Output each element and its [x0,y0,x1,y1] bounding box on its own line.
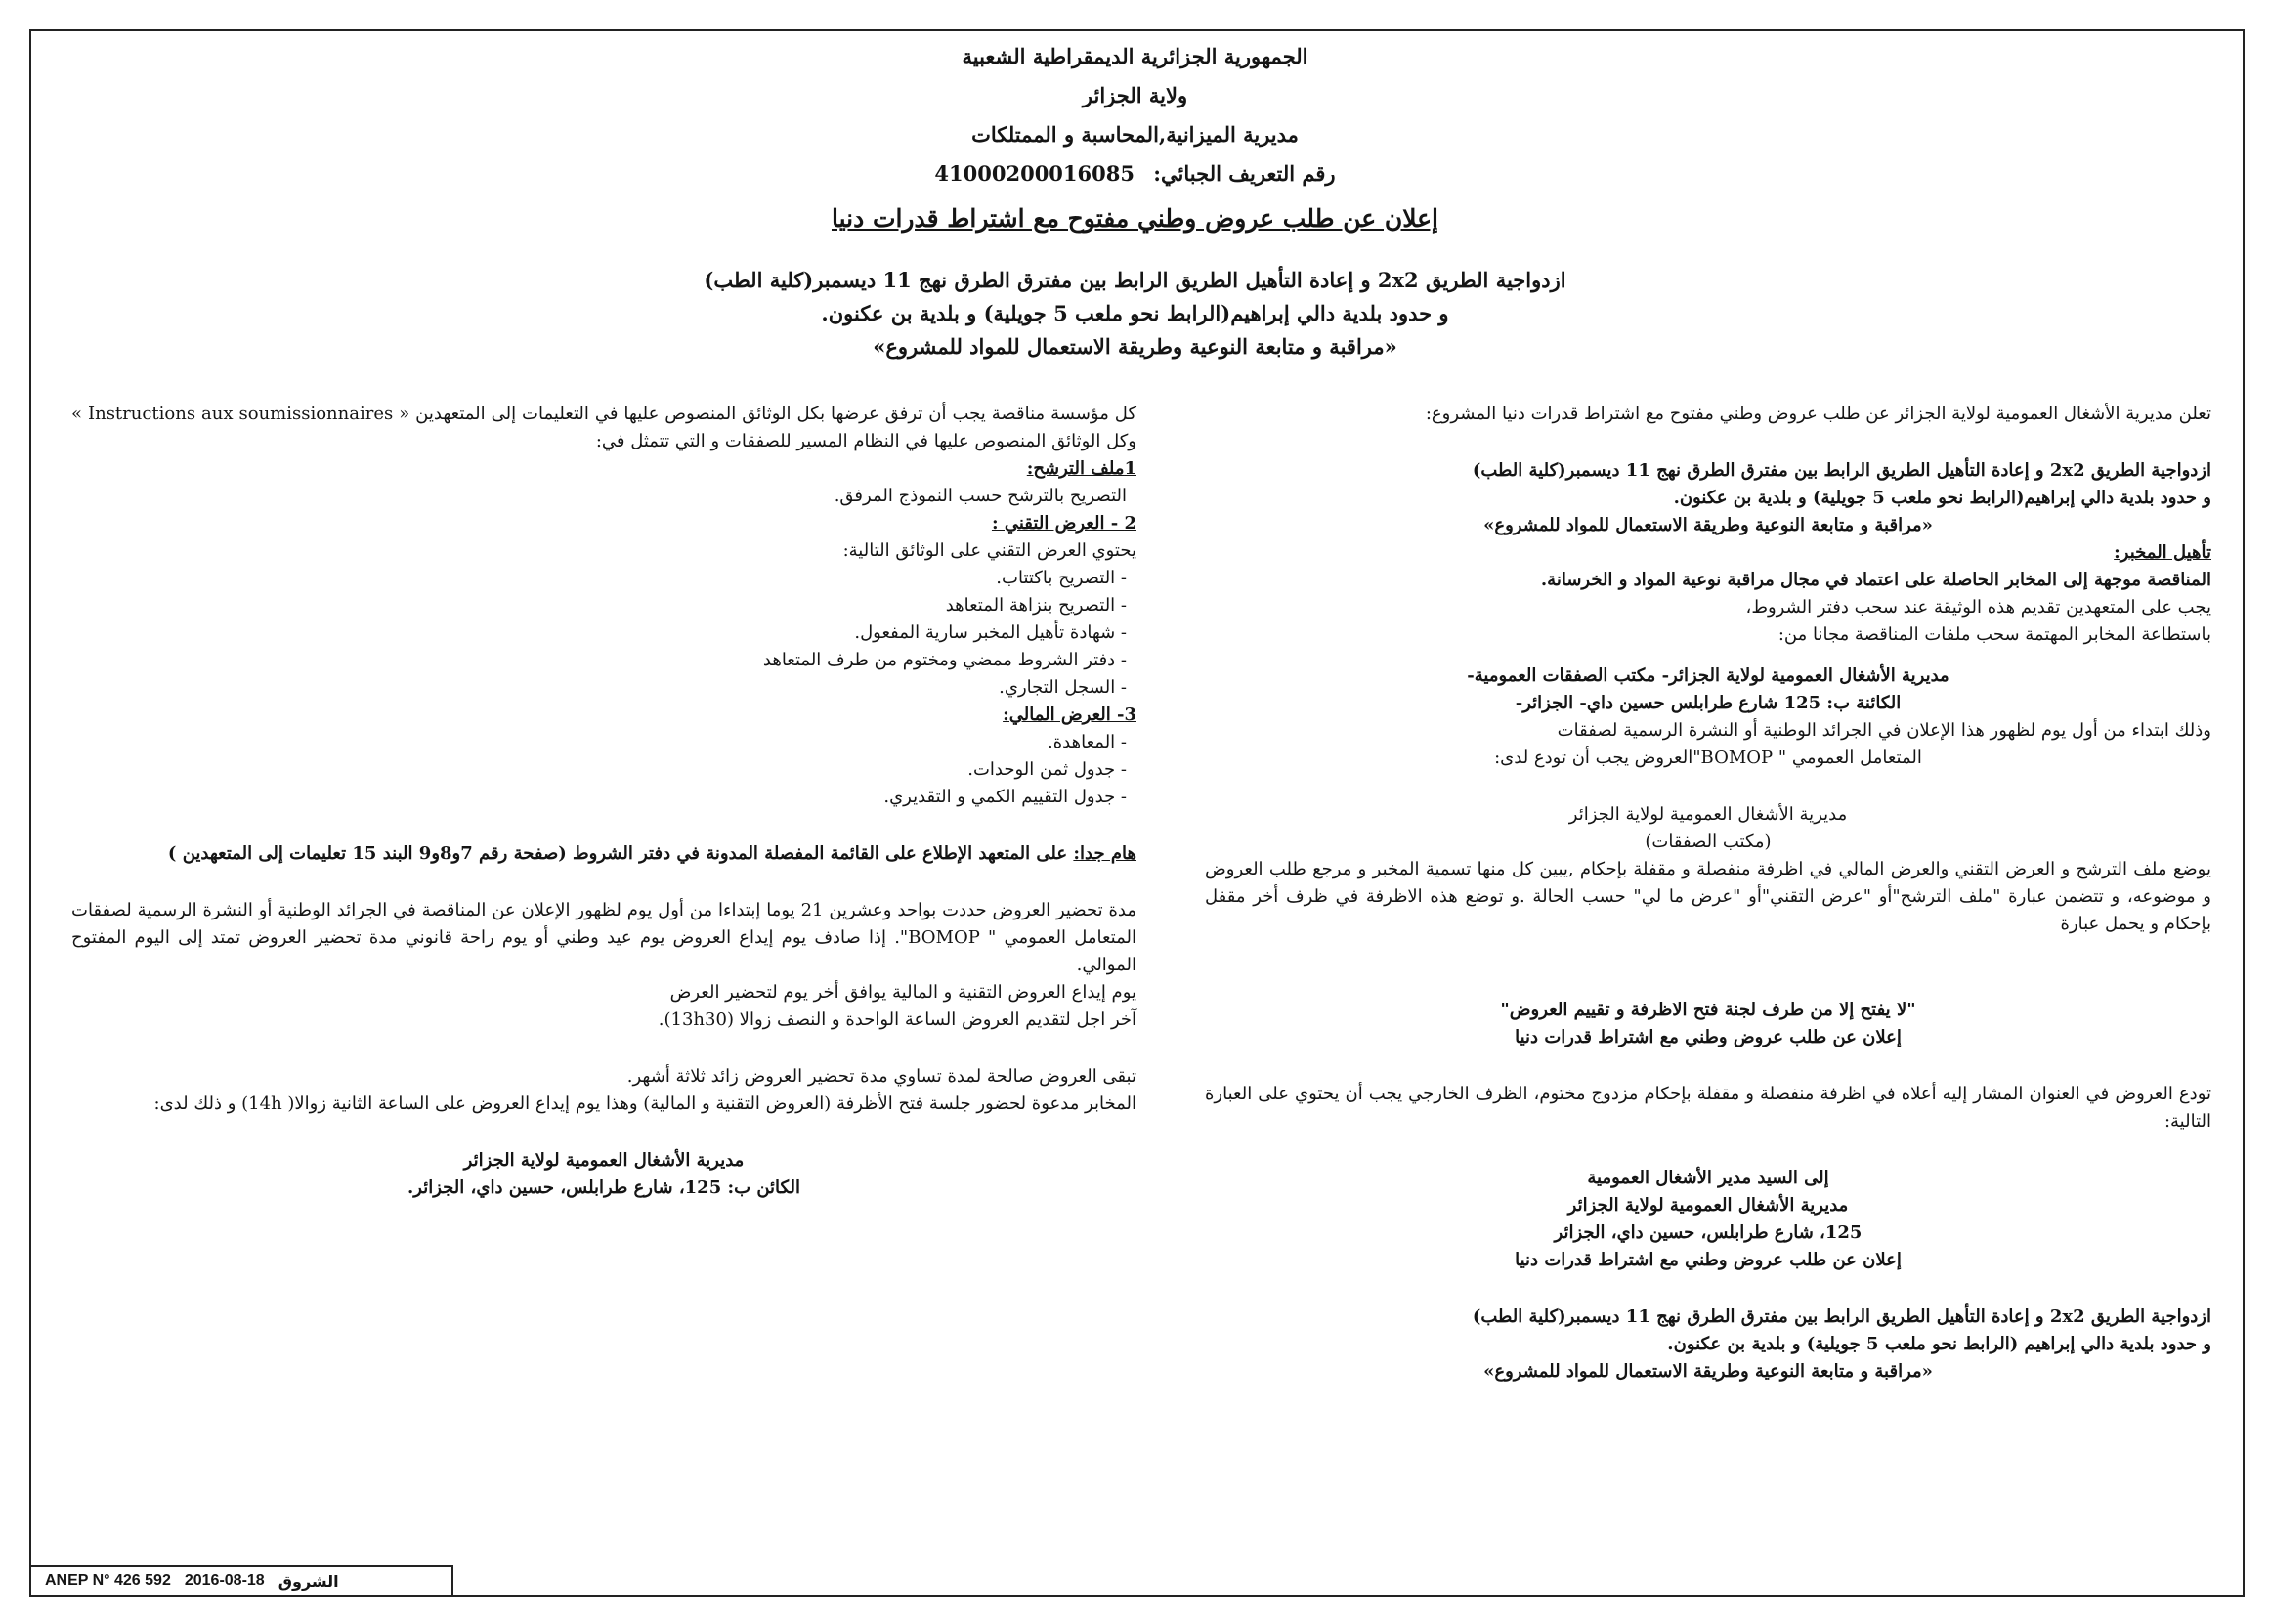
preparation-period: مدة تحضير العروض حددت بواحد وعشرين 21 يوما إبتداءا من أول يوم لظهور الإعلان عن المناقصة في الجرائد الوطنية أو النشرة الرسمية لصفقات المتعامل العمومي " BOMOP". إذا صادف يوم إيداع العروض يوم عيد وطني أو يوم راحة قانوني مدة تحضير العروض تمتد إلى اليوم المفتوح الموالي. [71,900,1136,975]
address-block-directorate: مديرية الأشغال العمومية لولاية الجزائر [1567,1195,1849,1216]
notice-title: إعلان عن طلب عروض وطني مع اشتراط قدرات دنيا [1515,1027,1902,1047]
list-item: - شهادة تأهيل المخبر سارية المفعول. [854,622,1127,643]
list-item: - جدول التقييم الكمي و التقديري. [883,787,1127,807]
intro-text: كل مؤسسة مناقصة يجب أن ترفق عرضها بكل الوثائق المنصوص عليها في التعليمات إلى المتعهدين « Instructions aux soumissionnaires » وكل الوثائق المنصوص عليها في النظام المسير للصفقات و التي تتمثل في: [71,404,1137,451]
project-line: ازدواجية الطريق 2x2 و إعادة التأهيل الطريق الرابط بين مفترق الطرق نهج 11 ديسمبر(كلية الطب) [704,268,1566,292]
project-line: و حدود بلدية دالي إبراهيم (الرابط نحو ملعب 5 جويلية) و بلدية بن عكنون. [1667,1334,2211,1354]
project-line: «مراقبة و متابعة النوعية وطريقة الاستعمال للمواد للمشروع» [873,334,1397,359]
list-item: - السجل التجاري. [999,677,1127,698]
list-item: - دفتر الشروط ممضي ومختوم من طرف المتعاهد [762,650,1127,670]
office-line: مديرية الأشغال العمومية لولاية الجزائر- مكتب الصفقات العمومية- [1467,665,1949,686]
outer-envelope-text: تودع العروض في العنوان المشار إليه أعلاه في اظرفة منفصلة و مقفلة بإحكام مزدوج مختوم، الظرف الخارجي يجب أن يحتوي على العبارة التالية: [1205,1084,2211,1132]
period-line: وذلك ابتداء من أول يوم لظهور هذا الإعلان في الجرائد الوطنية أو النشرة الرسمية لصفقات [1557,720,2211,741]
list-item: - جدول ثمن الوحدات. [967,759,1127,780]
important-note [71,840,1136,868]
withdraw-note: باستطاعة المخابر المهتمة سحب ملفات المناقصة مجانا من: [1777,624,2211,645]
address-block-street: 125، شارع طرابلس، حسين داي، الجزائر [1554,1222,1863,1243]
project-description [0,264,2270,363]
anep-reference: ANEP N° 426 592 [45,1572,171,1589]
envelope-text: يوضع ملف الترشح و العرض التقني والعرض المالي في اظرفة منفصلة و مقفلة بإحكام ,يبين كل منها تسمية المخبر و مرجع طلب العروض و موضوعه، و تتضمن عبارة "ملف الترشح"أو "عرض التقني"أو "عرض ما لي" حسب الحالة .و توضع هذه الاظرفة في ظرف أخر مقفل بإحكام و يحمل عبارة [1205,859,2211,934]
project-line: ازدواجية الطريق 2x2 و إعادة التأهيل الطريق الرابط بين مفترق الطرق نهج 11 ديسمبر(كلية الطب) [1472,1306,2211,1327]
project-line: ازدواجية الطريق 2x2 و إعادة التأهيل الطريق الرابط بين مفترق الطرق نهج 11 ديسمبر(كلية الطب) [1472,460,2211,481]
period-line: المتعامل العمومي " BOMOP"العروض يجب أن تودع لدى: [1494,748,1922,768]
tax-id [0,154,2270,193]
directorate-name: مديرية الميزانية,المحاسبة و الممتلكات [971,122,1299,147]
tax-id-label: رقم التعريف الجبائي: [1153,161,1336,186]
opening-invitation: المخابر مدعوة لحضور جلسة فتح الأظرفة (العروض التقنية و المالية) وهذا يوم إيداع العروض على الساعة الثانية زوالا( 14h) و ذلك لدى: [153,1093,1136,1114]
right-column [1205,401,2211,1386]
deposit-directorate: مديرية الأشغال العمومية لولاية الجزائر [1568,804,1848,825]
project-line: «مراقبة و متابعة النوعية وطريقة الاستعمال للمواد للمشروع» [1483,515,1933,535]
project-line: «مراقبة و متابعة النوعية وطريقة الاستعمال للمواد للمشروع» [1483,1361,1933,1382]
publication-footer [29,1565,453,1595]
list-item: - التصريح بنزاهة المتعاهد [945,595,1127,616]
republic-name: الجمهورية الجزائرية الديمقراطية الشعبية [962,44,1308,68]
intro-text: تعلن مديرية الأشغال العمومية لولاية الجزائر عن طلب عروض وطني مفتوح مع اشتراط قدرات دنيا المشروع: [1425,404,2211,424]
validity-note: تبقى العروض صالحة لمدة تساوي مدة تحضير العروض زائد ثلاثة أشهر. [626,1066,1136,1087]
signature-address: الكائن ب: 125، شارع طرابلس، حسين داي، الجزائر. [407,1177,800,1198]
deposit-day: يوم إيداع العروض التقنية و المالية يوافق أخر يوم لتحضير العرض [669,982,1136,1003]
signature-directorate: مديرية الأشغال العمومية لولاية الجزائر [463,1150,745,1171]
section-intro: يحتوي العرض التقني على الوثائق التالية: [842,540,1136,561]
list-item: - التصريح باكتتاب. [996,568,1127,588]
list-item: التصريح بالترشح حسب النموذج المرفق. [834,486,1127,506]
newspaper-name: الشروق [278,1571,339,1591]
address-line: الكائنة ب: 125 شارع طرابلس حسين داي- الجزائر- [1515,693,1902,713]
deadline: آخر اجل لتقديم العروض الساعة الواحدة و النصف زوالا (13h30). [658,1009,1136,1030]
lab-text: المناقصة موجهة إلى المخابر الحاصلة على اعتماد في مجال مراقبة نوعية المواد و الخرسانة. [1540,570,2211,590]
deposit-office: (مكتب الصفقات) [1645,832,1772,852]
address-block-to: إلى السيد مدير الأشغال العمومية [1587,1168,1829,1188]
important-label: هام جدا: [1073,843,1136,864]
notice-quote: "لا يفتح إلا من طرف لجنة فتح الاظرفة و تقييم العروض" [1500,1000,1916,1020]
announcement-title: إعلان عن طلب عروض وطني مفتوح مع اشتراط قدرات دنيا [831,204,1438,233]
important-text: على المتعهد الإطلاع على القائمة المفصلة المدونة في دفتر الشروط (صفحة رقم 7و8و9 البند 15 تعليمات إلى المتعهدين ) [167,843,1074,864]
list-item: - المعاهدة. [1048,732,1127,752]
section-heading: 2 - العرض التقني : [991,513,1136,534]
wilaya-name: ولاية الجزائر [1082,83,1188,107]
publication-date: 2016-08-18 [184,1572,265,1589]
left-column [71,401,1136,1202]
project-line: و حدود بلدية دالي إبراهيم(الرابط نحو ملعب 5 جويلية) و بلدية بن عكنون. [1673,488,2211,508]
doc-note: يجب على المتعهدين تقديم هذه الوثيقة عند سحب دفتر الشروط، [1745,597,2211,618]
announcement-header [0,37,2270,363]
lab-heading: تأهيل المخبر: [2114,542,2211,563]
tax-id-value: 41000200016085 [934,161,1135,186]
address-block-title: إعلان عن طلب عروض وطني مع اشتراط قدرات دنيا [1515,1250,1902,1270]
project-line: و حدود بلدية دالي إبراهيم(الرابط نحو ملعب 5 جويلية) و بلدية بن عكنون. [821,301,1449,325]
section-heading: 3- العرض المالي: [1003,705,1136,725]
section-heading: 1ملف الترشح: [1026,458,1136,479]
